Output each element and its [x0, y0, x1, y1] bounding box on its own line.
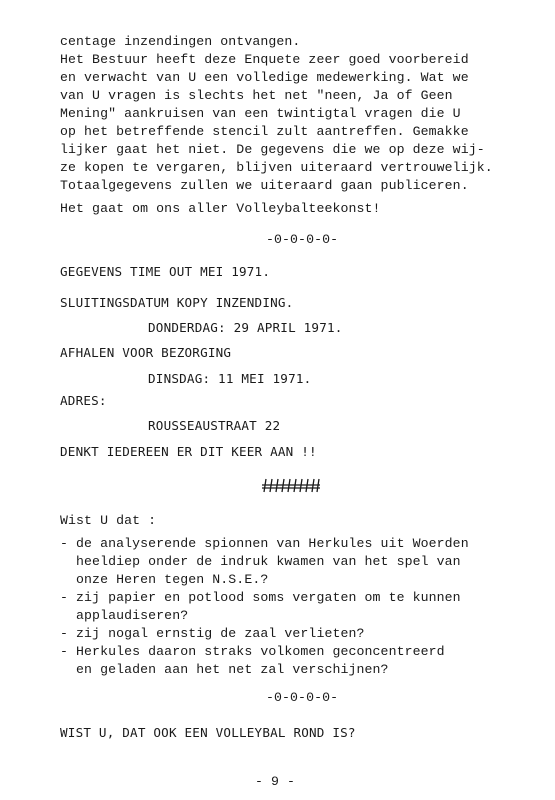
- hash-marks-icon: [260, 476, 322, 494]
- final-question: WIST U, DAT OOK EEN VOLLEYBAL ROND IS?: [60, 725, 356, 740]
- intro-line: en verwacht van U een volledige medewerking. Wat we: [60, 70, 469, 85]
- intro-line: van U vragen is slechts het net "neen, Ja of Geen: [60, 88, 453, 103]
- pickup-label: AFHALEN VOOR BEZORGING: [60, 345, 232, 360]
- wist-line: - de analyserende spionnen van Herkules uit Woerden: [60, 536, 469, 551]
- section-divider: -0-0-0-0-: [266, 690, 339, 705]
- intro-line: Het Bestuur heeft deze Enquete zeer goed voorbereid: [60, 52, 469, 67]
- intro-line: Totaalgegevens zullen we uiteraard gaan publiceren.: [60, 178, 469, 193]
- time-out-title: GEGEVENS TIME OUT MEI 1971.: [60, 264, 271, 279]
- wist-line: applaudiseren?: [60, 608, 189, 623]
- wist-line: - zij papier en potlood soms vergaten om te kunnen: [60, 590, 461, 605]
- wist-line: onze Heren tegen N.S.E.?: [60, 572, 269, 587]
- wist-line: en geladen aan het net zal verschijnen?: [60, 662, 389, 677]
- wist-line: heeldiep onder de indruk kwamen van het spel van: [60, 554, 461, 569]
- reminder-text: DENKT IEDEREEN ER DIT KEER AAN !!: [60, 444, 317, 459]
- intro-line: ze kopen te vergaren, blijven uiteraard vertrouwelijk.: [60, 160, 493, 175]
- deadline-label: SLUITINGSDATUM KOPY INZENDING.: [60, 295, 294, 310]
- section-divider: -0-0-0-0-: [266, 232, 339, 247]
- page-number: - 9 -: [255, 774, 296, 789]
- address-label: ADRES:: [60, 393, 107, 408]
- deadline-value: DONDERDAG: 29 APRIL 1971.: [148, 320, 343, 335]
- wist-line: - zij nogal ernstig de zaal verlieten?: [60, 626, 365, 641]
- wist-line: - Herkules daaron straks volkomen geconcentreerd: [60, 644, 445, 659]
- intro-line: lijker gaat het niet. De gegevens die we op deze wij-: [60, 142, 485, 157]
- intro-closing: Het gaat om ons aller Volleybalteekonst!: [60, 201, 381, 216]
- intro-line: op het betreffende stencil zult aantreffen. Gemakke: [60, 124, 469, 139]
- wist-heading: Wist U dat :: [60, 513, 157, 528]
- intro-line: Mening" aankruisen van een twintigtal vragen die U: [60, 106, 461, 121]
- intro-line: centage inzendingen ontvangen.: [60, 34, 301, 49]
- pickup-value: DINSDAG: 11 MEI 1971.: [148, 371, 312, 386]
- address-value: ROUSSEAUSTRAAT 22: [148, 418, 281, 433]
